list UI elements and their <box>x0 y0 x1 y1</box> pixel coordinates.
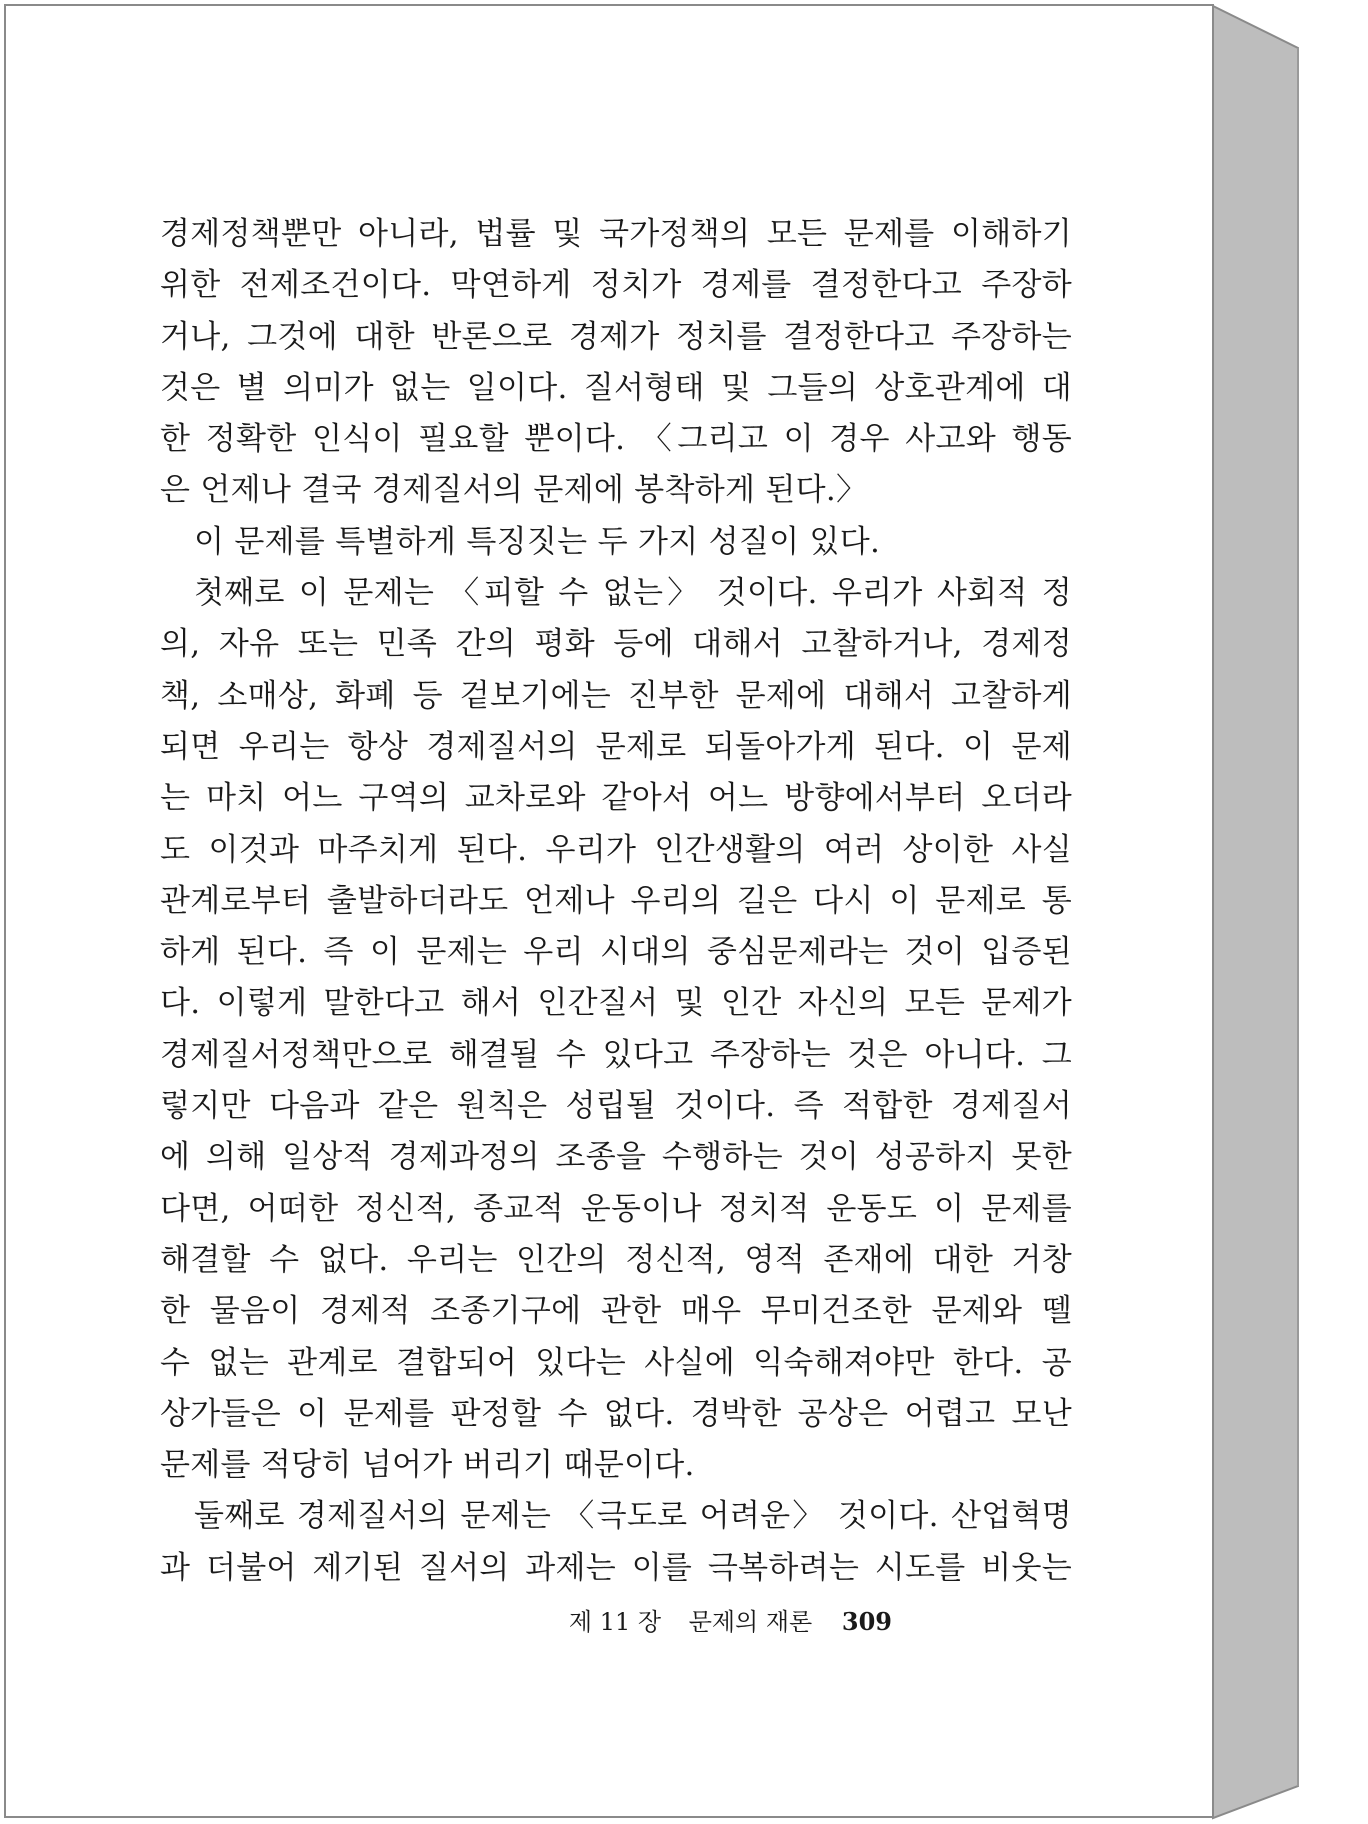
text-line: 첫째로 이 문제는 〈피할 수 없는〉 것이다. 우리가 사회적 정 <box>194 575 1072 612</box>
text-line: 것은 별 의미가 없는 일이다. 질서형태 및 그들의 상호관계에 대 <box>160 369 1072 406</box>
text-line: 수 없는 관계로 결합되어 있다는 사실에 익숙해져야만 한다. 공 <box>160 1344 1072 1381</box>
text-line: 해결할 수 없다. 우리는 인간의 정신적, 영적 존재에 대한 거창 <box>160 1241 1072 1278</box>
text-line: 문제를 적당히 넘어가 버리기 때문이다. <box>160 1447 695 1484</box>
text-line: 과 더불어 제기된 질서의 과제는 이를 극복하려는 시도를 비웃는 <box>160 1549 1072 1586</box>
text-line: 거나, 그것에 대한 반론으로 경제가 정치를 결정한다고 주장하는 <box>160 318 1072 355</box>
footer-chapter: 제 11 장 <box>568 1608 662 1636</box>
text-line: 은 언제나 결국 경제질서의 문제에 봉착하게 된다.〉 <box>160 472 868 509</box>
text-line: 둘째로 경제질서의 문제는 〈극도로 어려운〉 것이다. 산업혁명 <box>194 1498 1072 1535</box>
footer-chapter-title: 문제의 재론 <box>688 1608 813 1636</box>
text-line: 경제질서정책만으로 해결될 수 있다고 주장하는 것은 아니다. 그 <box>160 1036 1072 1073</box>
text-line: 도 이것과 마주치게 된다. 우리가 인간생활의 여러 상이한 사실 <box>160 831 1072 868</box>
page-number: 309 <box>841 1607 892 1636</box>
text-line: 한 정확한 인식이 필요할 뿐이다. 〈그리고 이 경우 사고와 행동 <box>160 421 1072 458</box>
text-line: 렇지만 다음과 같은 원칙은 성립될 것이다. 즉 적합한 경제질서 <box>160 1088 1072 1125</box>
text-line: 책, 소매상, 화폐 등 겉보기에는 진부한 문제에 대해서 고찰하게 <box>160 677 1072 714</box>
text-line: 상가들은 이 문제를 판정할 수 없다. 경박한 공상은 어렵고 모난 <box>160 1395 1072 1432</box>
book-page <box>4 4 1214 1818</box>
text-line: 위한 전제조건이다. 막연하게 정치가 경제를 결정한다고 주장하 <box>160 267 1072 304</box>
text-line: 경제정책뿐만 아니라, 법률 및 국가정책의 모든 문제를 이해하기 <box>160 216 1072 252</box>
page-footer <box>569 1602 892 1637</box>
text-line: 한 물음이 경제적 조종기구에 관한 매우 무미건조한 문제와 뗄 <box>160 1293 1072 1330</box>
text-line: 의, 자유 또는 민족 간의 평화 등에 대해서 고찰하거나, 경제정 <box>160 626 1072 663</box>
text-line: 하게 된다. 즉 이 문제는 우리 시대의 중심문제라는 것이 입증된 <box>160 934 1072 971</box>
text-line: 관계로부터 출발하더라도 언제나 우리의 길은 다시 이 문제로 통 <box>160 882 1072 919</box>
text-line: 에 의해 일상적 경제과정의 조종을 수행하는 것이 성공하지 못한 <box>160 1139 1072 1176</box>
page-body-text <box>160 209 1072 1594</box>
text-line: 되면 우리는 항상 경제질서의 문제로 되돌아가게 된다. 이 문제 <box>160 728 1072 765</box>
text-line: 이 문제를 특별하게 특징짓는 두 가지 성질이 있다. <box>194 523 881 560</box>
text-line: 다. 이렇게 말한다고 해서 인간질서 및 인간 자신의 모든 문제가 <box>160 985 1072 1022</box>
text-line: 다면, 어떠한 정신적, 종교적 운동이나 정치적 운동도 이 문제를 <box>160 1190 1072 1227</box>
text-line: 는 마치 어느 구역의 교차로와 같아서 어느 방향에서부터 오더라 <box>160 780 1072 817</box>
